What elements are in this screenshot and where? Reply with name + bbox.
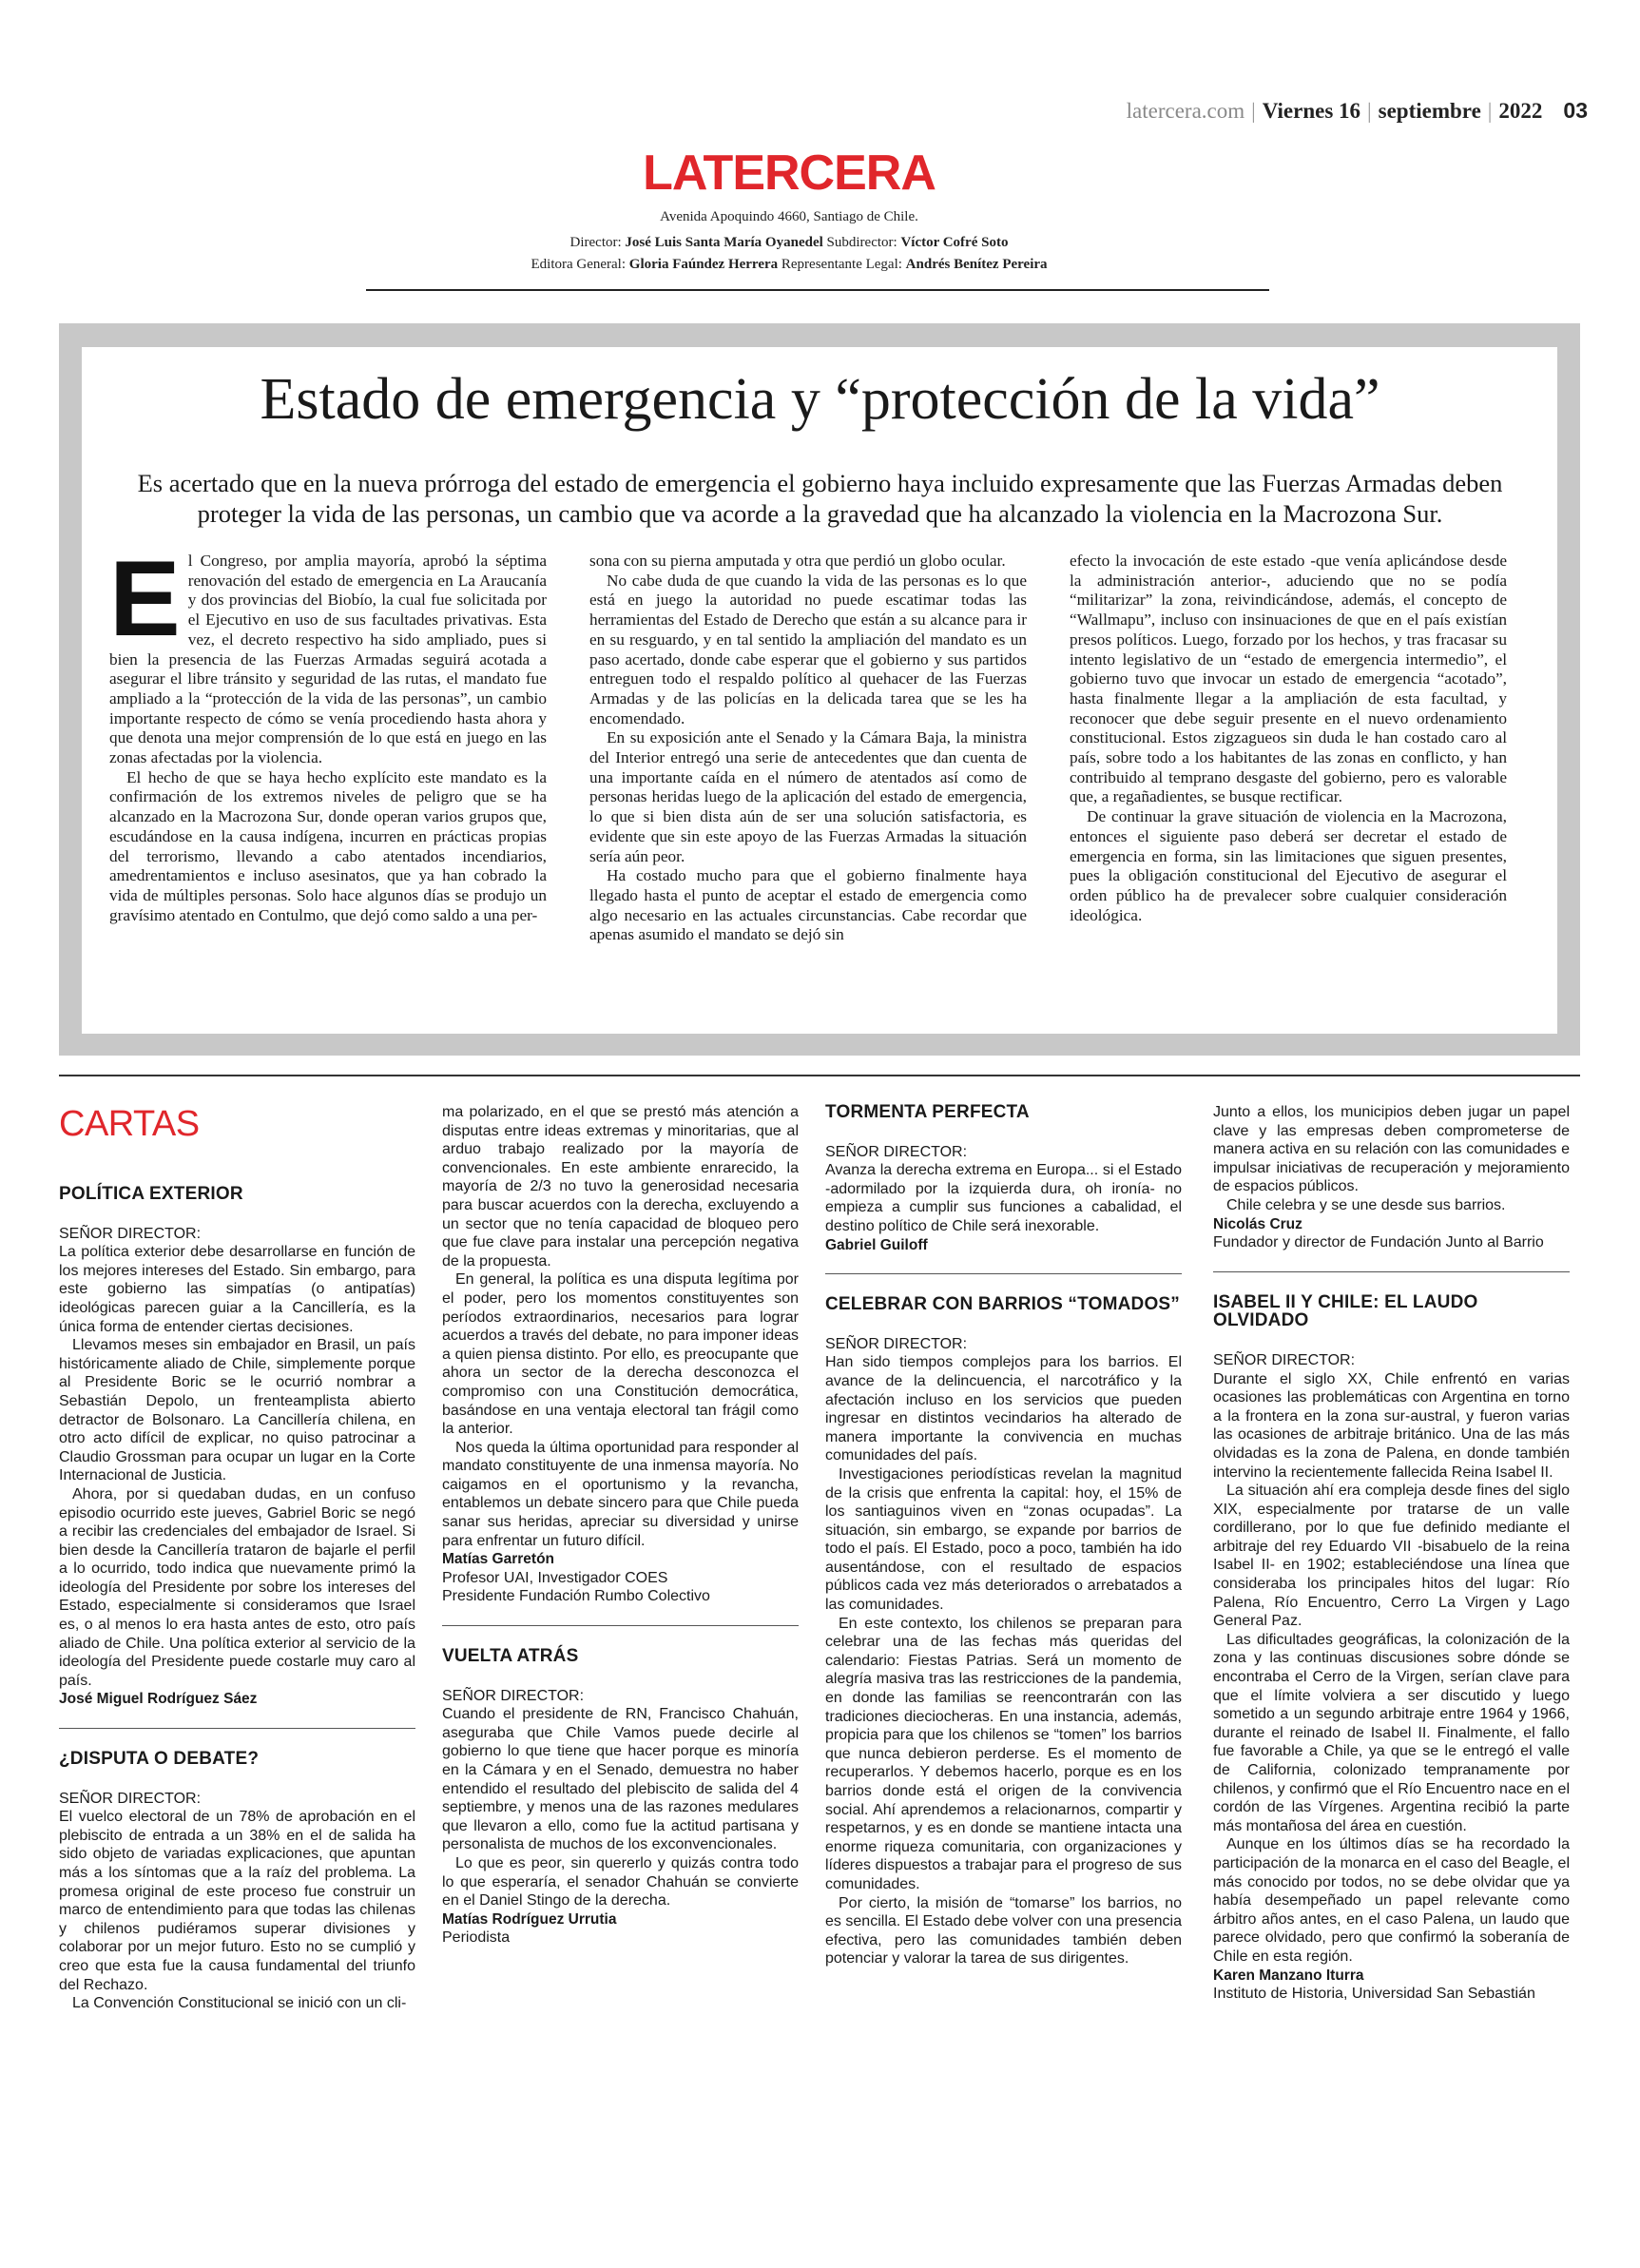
letter-separator (442, 1625, 799, 1626)
editorial-title: Estado de emergencia y “protección de la vida” (260, 367, 1380, 432)
address: Avenida Apoquindo 4660, Santiago de Chile. (660, 209, 918, 224)
letter-paragraph: Junto a ellos, los municipios deben jugar un papel clave y las empresas deben comprometerse de manera activa en su relación con las comunidades e impulsar iniciativas de recuperación y mejoramiento de espacios públicos. (1213, 1104, 1570, 1195)
salutation: SEÑOR DIRECTOR: (442, 1687, 585, 1704)
letter-signature: Gabriel Guiloff (825, 1236, 928, 1253)
subdirector-label: Subdirector: (826, 235, 897, 250)
drop-cap: E (109, 539, 181, 658)
section-title: CARTAS (59, 1104, 200, 1144)
page-header: latercera.com | Viernes 16 | septiembre | 2022 03 (1126, 98, 1588, 123)
letter-affiliation: Fundador y director de Fundación Junto al Barrio (1213, 1234, 1544, 1251)
letter-signature: Matías Garretón (442, 1551, 555, 1568)
editorial-paragraph: Ha costado mucho para que el gobierno finalmente haya llegado hasta el punto de aceptar el estado de emergencia como algo necesario en las actuales circunstancias. Cabe recordar que apenas asumido el mandato se dejó sin (589, 866, 1027, 944)
letter-title: TORMENTA PERFECTA (825, 1102, 1030, 1122)
date-month: septiembre (1378, 99, 1481, 123)
letter-signature: José Miguel Rodríguez Sáez (59, 1691, 258, 1708)
cartas-column-2 (442, 1103, 799, 1948)
letter-paragraph: Durante el siglo XX, Chile enfrentó en varias ocasiones las problemáticas con Argentina en torno a la frontera en la zona sur-austral, y fueron varias las ocasiones de arbitraje británico. Una de las más olvidadas es la zona de Palena, en donde también intervino la recientemente fallecida Reina Isabel II. (1213, 1370, 1570, 1481)
rep-name: Andrés Benítez Pereira (905, 257, 1048, 272)
editorial-column-1 (109, 539, 547, 925)
letter-paragraph: Chile celebra y se une desde sus barrios. (1226, 1196, 1506, 1213)
editorial-paragraph: El hecho de que se haya hecho explícito este mandato es la confirmación de los extremos niveles de peligro que se ha alcanzado en la Macrozona Sur, donde operan varios grupos que, escudándose en la causa indígena, incurren en prácticas propias del terrorismo, llevando a cabo atentados incendiarios, amedrentamientos e incluso asesinatos, que ya han cobrado la vida de múltiples personas. Solo hace algunos días se produjo un gravísimo atentado en Contulmo, que dejó como saldo a una per- (109, 767, 547, 924)
letter-paragraph: Avanza la derecha extrema en Europa... si el Estado -adormilado por la izquierda dura, oh ironía- no empieza a cumplir sus funciones a cabalidad, el destino político de Chile será inexorable. (825, 1162, 1182, 1234)
letter-affiliation: Periodista (442, 1929, 511, 1947)
editorial-column-2 (589, 552, 1027, 945)
letter-separator (59, 1728, 415, 1729)
letter-paragraph: Las dificultades geográficas, la colonización de la zona y las continuas discusiones sobre dónde se encontraba el Cerro de la Virgen, serían clave para que el límite volviera a ser discutido y luego sometido a un segundo arbitraje entre 1964 y 1966, durante el reinado de Isabel II. Finalmente, el fallo fue favorable a Chile, ya que se le entregó el valle de California, colonizado tempranamente por chilenos, y confirmó que el Río Encuentro nace en el cordón de las Vírgenes. Argentina recibió la parte más montañosa del área en cuestión. (1213, 1631, 1570, 1834)
letter-paragraph: Investigaciones periodísticas revelan la magnitud de la crisis que enfrenta la capital: hoy, el 15% de los santiaguinos viven en “zonas ocupadas”. La situación, sin embargo, se expande por barrios de todo el país. El Estado, poco a poco, también ha ido ausentándose, con el resultado de espacios públicos cada vez más deteriorados o arrebatados a las comunidades. (825, 1465, 1182, 1614)
letter-paragraph: Por cierto, la misión de “tomarse” los barrios, no es sencilla. El Estado debe volver con una presencia efectiva, pero las comunidades también deben potenciar y valorar la tarea de sus dirigentes. (825, 1894, 1182, 1968)
letter-paragraph: La situación ahí era compleja desde fines del siglo XIX, especialmente por tratarse de un valle cordillerano, por lo que fue definido mediante el arbitraje del rey Eduardo VII -bisabuelo de la reina Isabel II- en 1902; estableciéndose una línea que consideraba los principales hitos del lugar: Río Palena, Río Encuentro, Cerro La Virgen y Lago General Paz. (1213, 1483, 1570, 1630)
letter-paragraph: La política exterior debe desarrollarse en función de los mejores intereses del Estado. Sin embargo, para este gobierno las simpatías (o antipatías) ideológicas parecen guiar a la Cancillería, es la única forma de entender ciertas decisiones. (59, 1244, 415, 1335)
letter-paragraph: Lo que es peor, sin quererlo y quizás contra todo lo que esperaría, el senador Chahuán se convierte en el Daniel Stingo de la derecha. (442, 1854, 799, 1909)
letter-separator (825, 1273, 1182, 1274)
editora-name: Gloria Faúndez Herrera (628, 257, 779, 272)
letter-signature: Karen Manzano Iturra (1213, 1967, 1364, 1984)
letter-paragraph: La Convención Constitucional se inició con un cli- (72, 1995, 407, 2012)
salutation: SEÑOR DIRECTOR: (825, 1335, 968, 1352)
staff-line-2 (361, 257, 1217, 273)
editorial-paragraph: sona con su pierna amputada y otra que perdió un globo ocular. (589, 552, 1006, 570)
letter-paragraph: Aunque en los últimos días se ha recordado la participación de la monarca en el caso del Beagle, el más conocido por todos, no se debe olvidar que ya había desempeñado un papel relevante como árbitro años antes, en el caso Palena, un laudo que parece olvidado, pero que confirmó la soberanía de Chile en esta región. (1213, 1836, 1570, 1965)
letter-paragraph: En este contexto, los chilenos se preparan para celebrar una de las fechas más queridas del calendario: Fiestas Patrias. Será un momento de alegría masiva tras las restricciones de la pandemia, en donde las familias se reencontrarán con las tradiciones dieciocheras. En una instancia, además, propicia para que los chilenos se “tomen” los barrios que nunca debieron perderse. Es el momento de recuperarlos. Y debemos hacerlo, porque es en los barrios donde está el origen de la convivencia social. Ahí aprendemos a relacionarnos, compartir y respetarnos, y es en donde se mantiene intacta una enorme riqueza comunitaria, con organizaciones y líderes dispuestos a trabajar para el progreso de sus comunidades. (825, 1615, 1182, 1892)
letter-affiliation: Instituto de Historia, Universidad San Sebastián (1213, 1986, 1535, 2003)
editorial-paragraph: efecto la invocación de este estado -que venía aplicándose desde la administración anterior-, aduciendo que no se podía “militarizar” la zona, reivindicándose, además, el concepto de “Wallmapu”, incluso con insinuaciones de que en el país existían presos políticos. Luego, forzado por los hechos, y tras fracasar su intento legislativo de un “estado de emergencia intermedio”, el gobierno tuvo que invocar un estado de emergencia “acotado”, hasta finalmente llegar a la ampliación de esta facultad, y reconocer que debe seguir presente en el nuevo ordenamiento constitucional. Estos zigzagueos sin duda le han costado caro al país, sobre todo a los habitantes de las zonas en conflicto, y han contribuido al temprano desgaste del gobierno, pero es valorable que, a regañadientes, se busque rectificar. (1070, 552, 1507, 806)
letter-paragraph: Llevamos meses sin embajador en Brasil, un país históricamente aliado de Chile, simplemente porque al Presidente Boric se le ocurrió nombrar a Sebastián Depolo, un frenteamplista abierto detractor de Bolsonaro. La Cancillería chilena, en otro acto difícil de explicar, no quiso patrocinar a Claudio Grossman para ocupar un lugar en la Corte Internacional de Justicia. (59, 1337, 415, 1484)
letter-title: POLÍTICA EXTERIOR (59, 1184, 243, 1204)
letter-paragraph: ma polarizado, en el que se prestó más atención a disputas entre ideas extremas y minoritarias, que al arduo trabajo realizado por la mayoría de convencionales. En este ambiente enrarecido, la mayoría de 2/3 no tuvo la generosidad necesaria para buscar acuerdos con la derecha, excluyendo a un sector que no tenía capacidad de bloqueo pero que fue clave para instalar una percepción negativa de la propuesta. (442, 1104, 799, 1270)
letter-title: ¿DISPUTA O DEBATE? (59, 1749, 260, 1770)
letter-title: ISABEL II Y CHILE: EL LAUDO OLVIDADO (1213, 1291, 1478, 1331)
letter-title: VUELTA ATRÁS (442, 1646, 579, 1667)
date-year: 2022 (1498, 99, 1543, 123)
letter-paragraph: El vuelco electoral de un 78% de aprobación en el plebiscito de entrada a un 38% en el de salida ha sido objeto de variadas explicaciones, que apuntan más a los síntomas que a la raíz del problema. La promesa original de este proceso fue construir un marco de entendimiento para que todas las chilenas y chilenos pudiéramos superar divisiones y colaborar por un mejor futuro. Esto no se cumplió y creo que esta fue la causa fundamental del triunfo del Rechazo. (59, 1809, 415, 1993)
letter-signature: Matías Rodríguez Urrutia (442, 1910, 617, 1928)
rep-label: Representante Legal: (781, 257, 902, 272)
letter-affiliation: Presidente Fundación Rumbo Colectivo (442, 1588, 710, 1605)
letter-signature: Nicolás Cruz (1213, 1215, 1302, 1232)
salutation: SEÑOR DIRECTOR: (59, 1790, 202, 1807)
editorial-paragraph: El Congreso, por amplia mayoría, aprobó la séptima renovación del estado de emergencia en La Araucanía y dos provincias del Biobío, la cual fue solicitada por el Ejecutivo en uso de sus facultades privativas. Esta vez, el decreto respectivo ha sido ampliado, pues si bien la presencia de las Fuerzas Armadas seguirá acotada a asegurar el libre tránsito y seguridad de las rutas, el mandato fue ampliado a la “protección de la vida de las personas”, un cambio importante respecto de cómo se venía procediendo hasta ahora y que denota una mejor comprensión de lo que está en juego en las zonas afectadas por la violencia. (109, 539, 547, 767)
site-url: latercera.com (1126, 99, 1245, 123)
cartas-column-3 (825, 1103, 1182, 1968)
newspaper-logo: LATERCERA (643, 145, 936, 201)
letter-paragraph: En general, la política es una disputa legítima por el poder, pero los momentos constituyentes son períodos extraordinarios, necesarios para lograr acuerdos a través del debate, no para imponer ideas a quien piensa distinto. Por ello, es preocupante que ahora un sector de la derecha desconozca el compromiso con una Constitución democrática, basándose en una ventaja electoral tan frágil como la anterior. (442, 1271, 799, 1438)
salutation: SEÑOR DIRECTOR: (59, 1225, 202, 1242)
editorial-column-3 (1070, 552, 1507, 925)
masthead-divider (366, 289, 1269, 291)
cartas-divider (59, 1075, 1580, 1076)
letter-separator (1213, 1271, 1570, 1272)
letter-paragraph: Han sido tiempos complejos para los barrios. El avance de la delincuencia, el narcotráfico y la afectación incluso en los servicios que pueden ingresar en distintos vecindarios ha alterado de manera importante la convivencia en muchas comunidades del país. (825, 1354, 1182, 1464)
salutation: SEÑOR DIRECTOR: (825, 1143, 968, 1160)
page-number: 03 (1563, 98, 1588, 123)
editora-label: Editora General: (531, 257, 627, 272)
editorial-lead: Es acertado que en la nueva prórroga del estado de emergencia el gobierno haya incluido expresamente que las Fuerzas Armadas deben proteger la vida de las personas, un cambio que va acorde a la gravedad que ha alcanzado la violencia en la Macrozona Sur. (137, 469, 1503, 528)
cartas-column-4 (1213, 1103, 1570, 2004)
director-name: José Luis Santa María Oyanedel (625, 235, 823, 250)
letter-paragraph: Ahora, por si quedaban dudas, en un confuso episodio ocurrido este jueves, Gabriel Boric se negó a recibir las credenciales del embajador de Israel. Si bien desde la Cancillería trataron de bajarle el perfil a lo ocurrido, todo indica que nuevamente primó la ideología del Presidente por sobre los intereses del Estado, especialmente si consideramos que Israel es, o al menos lo era hasta antes de esto, otro país aliado de Chile. Una política exterior al servicio de la ideología del Presidente puede costarle muy caro al país. (59, 1485, 415, 1689)
editorial-paragraph: En su exposición ante el Senado y la Cámara Baja, la ministra del Interior entregó una serie de antecedentes que dan cuenta de una importante caída en el número de atentados así como de personas heridas luego de la aplicación del estado de emergencia, lo que si bien dista aún de ser una solución satisfactoria, es evidente que sin este apoyo de las Fuerzas Armadas la situación sería aún peor. (589, 728, 1027, 865)
staff-line-1 (361, 235, 1217, 251)
letter-paragraph: Nos queda la última oportunidad para responder al mandato constituyente de una inmensa mayoría. No caigamos en el oportunismo y la revancha, entablemos un debate sincero para que Chile pueda sanar sus heridas, apreciar su diversidad y unirse para enfrentar un futuro difícil. (442, 1439, 799, 1549)
date-day: Viernes 16 (1262, 99, 1361, 123)
editorial-paragraph: No cabe duda de que cuando la vida de las personas es lo que está en juego la autoridad no puede escatimar todas las herramientas del Estado de Derecho que están a su alcance para ir en su resguardo, y en tal sentido la ampliación del mandato es un paso acertado, donde cabe esperar que el gobierno y sus partidos entreguen todo el respaldo político al quehacer de las Fuerzas Armadas y de las policías en la delicada tarea que se les ha encomendado. (589, 571, 1027, 727)
letter-affiliation: Profesor UAI, Investigador COES (442, 1569, 668, 1586)
subdirector-name: Víctor Cofré Soto (900, 235, 1009, 250)
salutation: SEÑOR DIRECTOR: (1213, 1351, 1356, 1368)
letter-title: CELEBRAR CON BARRIOS “TOMADOS” (825, 1294, 1180, 1315)
director-label: Director: (569, 235, 622, 250)
cartas-column-1 (59, 1103, 415, 2013)
letter-paragraph: Cuando el presidente de RN, Francisco Chahuán, aseguraba que Chile Vamos puede decirle al gobierno lo que tiene que hacer porque es minoría en la Cámara y en el Senado, demuestra no haber entendido el resultado del plebiscito de salida del 4 septiembre, y menos una de las razones medulares que llevaron a ello, como fue la actitud partisana y personalista de muchos de los exconvencionales. (442, 1706, 799, 1853)
editorial-paragraph: De continuar la grave situación de violencia en la Macrozona, entonces el siguiente paso deberá ser decretar el estado de emergencia en forma, sin las limitaciones que siguen presentes, pues la obligación constitucional del Ejecutivo de asegurar el orden público ha de prevalecer sobre cualquier consideración ideológica. (1070, 807, 1507, 924)
